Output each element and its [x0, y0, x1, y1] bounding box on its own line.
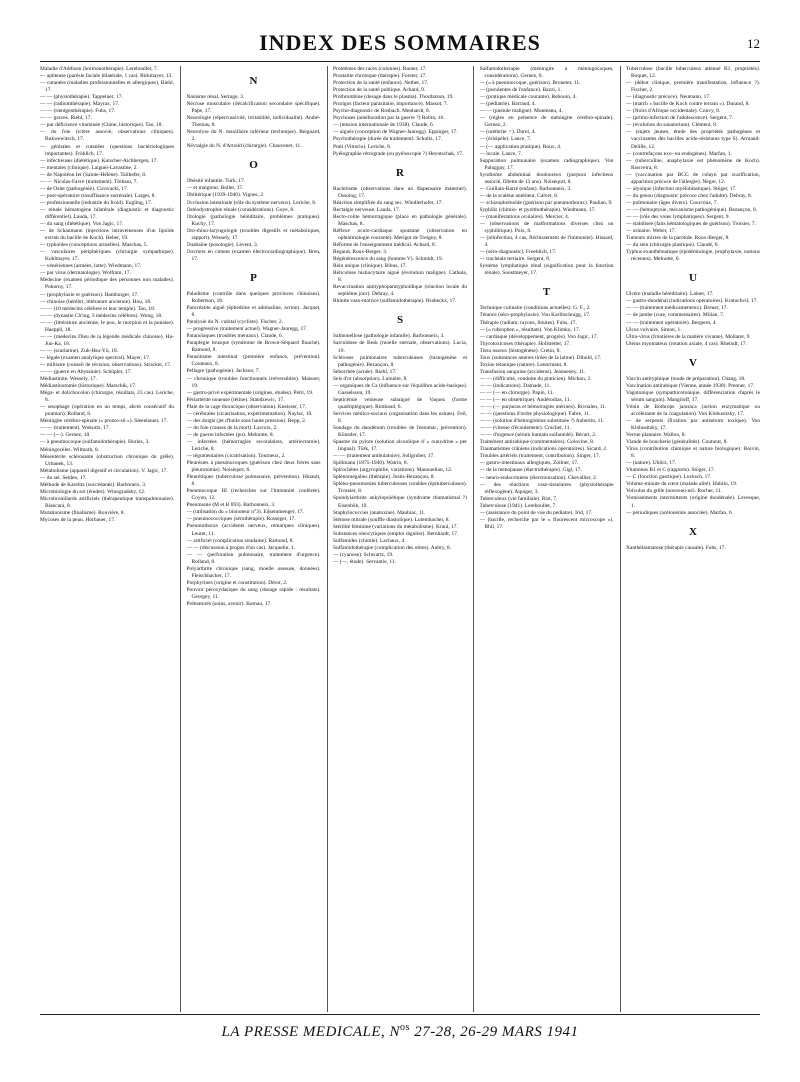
index-entry: Vaccination antirabique (Vienne, année 1938). Prenner, 17.	[626, 382, 755, 389]
index-entry: Substances oleocytiques (emploi régulier). Bernhardt, 17.	[333, 530, 459, 537]
index-entry: Protection de la santé publique. Achard, 9.	[333, 87, 426, 94]
section-letter: P	[250, 271, 257, 284]
index-entry: — et maigreur. Boller, 17.	[186, 185, 244, 192]
index-entry: Syphilis (chimio- et pyréthothérapie). Wiedmann, 17.	[479, 206, 596, 213]
index-entry: — (règles en présence de méningite cérébro-spinale). Gernez, 2.	[479, 115, 614, 129]
index-entry: Rectalgie nerveuse. Lauda, 17.	[333, 206, 401, 213]
index-entry: — (match « bacille de Koch contre terrain »). Durand, 8.	[626, 101, 750, 108]
index-entry: Mésentérite sclérosante (obstruction chronique du grêle). Urbanek, 13.	[40, 453, 174, 467]
index-entry: Volume-minute du cœur (malade alité). Habilo, 19.	[626, 481, 738, 488]
index-entry: Nécrose musculaire (décalcification secondaire spécifique). Pape, 17.	[186, 101, 321, 115]
section-letter: S	[396, 314, 404, 327]
page-number: 12	[747, 36, 760, 51]
index-entry: — de serpents (fixation par antisérum toxique). Von Klobusitzky, 17.	[626, 417, 760, 432]
index-entry: — alyoïque (infection myéloblastique). Stöger, 17.	[626, 185, 737, 192]
index-entry: Scléroses pulmonaires tuberculeuses (histogénèse et pathogénie). Bezançon, 8.	[333, 354, 467, 368]
index-entry: Oto-rhino-laryngologie (troubles digestifs et métaboliques, rapport). Wessely, 17.	[186, 227, 321, 241]
index-entry: Revaccination antityphoparatyphoïdique (réaction locale du septième jour). Debray, 4.	[333, 284, 467, 298]
index-entry: Tissu osseux (histogénèse). Cretin, 8.	[479, 347, 561, 354]
index-entry: — gastro-duodénal (indications opératoires). Kratochvil, 17.	[626, 298, 758, 305]
index-entry: Sténose mitrale (souffle diastolique). Lutembacher, 8.	[333, 516, 450, 523]
index-entry: Spasme du pylore (solution alcoolique d' « ounydrine » per lingual). Türk, 17.	[333, 439, 467, 453]
index-entry: Thérapie (radium, rayons, limites). Fuhs, 17.	[479, 319, 577, 326]
index-entry: — — (— en chirurgie). Papin, 11.	[479, 389, 554, 396]
index-entry: — (manifestations oculaires). Mercier, 4.	[479, 213, 570, 220]
index-entry: Pouvoir peroxydasique du sang (dosage rapide : résultats). Georgey, 11.	[186, 586, 321, 600]
index-entry: — post-opératoire (insuffisance surrénale). Larget, 8.	[40, 192, 156, 199]
index-entry: — mentales (clinique). Laignel-Lavastine, 2.	[40, 164, 138, 171]
index-entry: Neurolyse du N. maxillaire inférieur (technique). Reignard, 2.	[186, 129, 321, 143]
index-entry: — (nature). Uhlirz, 17.	[626, 460, 677, 467]
index-entry: Névralgie du N. d'Arnold (chirurgie). Chauvenet, 11.	[186, 143, 302, 150]
header-rule	[40, 61, 760, 62]
index-entry: Nanisme rénal. Seringe, 3.	[186, 94, 245, 100]
index-entry: Pancréatite aiguë (éphédrine et adrénaline, action). Jacquet, 8.	[186, 305, 321, 319]
index-entry: — chronique (troubles fonctionnels irréversibles). Maisner, 19.	[186, 375, 321, 389]
index-entry: — du sang (diététique). Von Jagic, 17.	[40, 221, 124, 228]
index-entry: Spirochètes (argyrophilie, variations). Manouelian, 12.	[333, 467, 453, 474]
index-entry: Sulfamidothérapie (méningite à méningocoques, considérations). Gernez, 8.	[479, 66, 614, 80]
index-entry: Microbrouillards artificiels (thérapeutique transpulmonaire). Biancani, 8.	[40, 495, 174, 509]
index-entry: — — (traitement ambulatoire). Sollgruber, 17.	[333, 453, 435, 460]
index-entry: — — (radiumthérapie). Mayrax, 17.	[40, 101, 120, 108]
index-entry: — (« rubrophen », résultats). Von Klimko, 17.	[479, 326, 581, 333]
index-entry: Mutationisme (finalisme). Rouvière, 8.	[40, 509, 125, 516]
index-entry: Paraplégie brusque (syndrome de Brown-Séquard fluaché). Ramond, 8.	[186, 340, 321, 354]
index-entry: Rein unique (clinique). Bibus, 17.	[333, 263, 407, 270]
footer-issue: 27-28, 26-29 MARS 1941	[409, 1024, 579, 1040]
index-entry: — — graves. Riehl, 17.	[40, 115, 92, 122]
index-entry: Toux (substances amères tirées de la laitue). Dibold, 17.	[479, 354, 602, 361]
index-entry: Prurigos (facteur parasitaire, importance). Massot, 7.	[333, 101, 448, 108]
index-entry: Tuberculose (1941). Lereboullet, 7.	[479, 502, 557, 509]
index-entry: Pneumonie (M et B 693). Barbonneix, 3.	[186, 502, 276, 509]
index-entry: Méningocèles. Wilmoth, 8.	[40, 446, 100, 453]
index-entry: Verrue plantaire. Wallon, 8.	[626, 432, 686, 439]
index-entry: Oblitérique (1939-1940). Vignes, 2.	[186, 192, 265, 199]
index-entry: Sarcoïdose de Besk (moelle sternale, observations). Lucia, 19.	[333, 340, 467, 354]
index-entry: — (séro-diagnostic). Froehlich, 17.	[479, 249, 557, 256]
index-entry: Pyélographie rétrograde (ou pyéloscopie ?) Heyntschak, 17.	[333, 150, 464, 157]
index-entry: Système lymphatique rénal (signification pour la fonction rénale). Soostmeyer, 17.	[479, 263, 614, 277]
index-entry: Porphyrines (origine et constitution). Dérot, 2.	[186, 579, 288, 586]
index-entry: Réaction simplifiée du sang sec. Windlerhofer, 17.	[333, 199, 443, 206]
index-entry: Métabolisme (appareil digestif et circulation). V. Jagic, 17.	[40, 467, 168, 474]
index-entry: — trachéale tertiaire. Sergent, 8.	[479, 256, 551, 263]
index-entry: Obésité infantile. Turk, 17.	[186, 178, 246, 185]
index-entry: Ouvriers en ciment (examen électrocardiographique). Breu, 17.	[186, 248, 321, 262]
index-entry: — — (pustule maligne). Munteanu, 4.	[479, 108, 563, 115]
index-entry: — (pédiatrie). Barraud, 4.	[479, 101, 536, 108]
index-entry: — (sujets jeunes, étude des propriétés pathogènes et vaccinantes des bacilles acido-résistants type S). Armand-Delille, 12.	[626, 129, 760, 150]
index-entry: Traumatismes crâniens (indications opératoires). Sicard, 2.	[479, 446, 608, 453]
index-entry: — — (rœntgenthérapie). Fuhs, 17.	[40, 108, 116, 115]
index-entry: — — (difficulté, conduite du praticien). Michon, 2.	[479, 375, 592, 382]
index-column-4	[480, 66, 614, 1012]
index-entry: Médecine (examen périodique des personnes non malades). Pokorny, 17.	[40, 277, 174, 291]
index-entry: — vénériennes (armées, lutte). Wiedmann, 17.	[40, 263, 142, 270]
index-entry: — — (perforation pulmonaire, traitement d'urgence). Rolland, 8.	[186, 551, 321, 565]
index-entry: Services médico-sociaux (organisation dans les usines). Feil, 8.	[333, 410, 467, 424]
index-entry: — — (10 médecins célèbres et leur temple). Tao, 18.	[40, 305, 156, 312]
index-entry: Tumeurs mixtes de la parotide. Roux-Berger, 8.	[626, 235, 730, 242]
index-entry: — cardiaque (développement, progrès). Von Jagic, 17.	[479, 333, 598, 340]
index-entry: Vaccin antityphique (mode de préparation). Chang, 18.	[626, 375, 746, 382]
index-entry: — — (discussion à propos d'un cas). Jacquelin, 1.	[186, 544, 296, 551]
index-entry: — (érisipèle). Lance, 7.	[479, 136, 532, 143]
index-entry: — (diagnostic précoce). Neumann, 17.	[626, 94, 711, 101]
index-entry: Rhinite vaso-motrice (sulfamidothérapie). Hrabeckx, 17.	[333, 298, 457, 305]
index-entry: — œsophage (opération en un temps, abcès consécutif du poumon). Rolland, 8.	[40, 404, 174, 418]
index-entry: Utérus myomateux (rotation axiale, 4 cas). Rheindt, 17.	[626, 340, 747, 347]
index-entry: Sulfamidothérapie (complication des otites). Aubry, 8.	[333, 544, 452, 551]
index-entry: Troubles artériels (traitement, contribution). Singer, 17.	[479, 453, 601, 460]
column-divider	[327, 66, 328, 1012]
index-entry: Sels d'or (absorption). Lumière, 8.	[333, 375, 408, 382]
footer-number-abbrev: os	[400, 1022, 410, 1033]
index-entry: Pellagre (pathogénie). Jackson, 7.	[186, 368, 260, 375]
index-entry: — neuro-endocriniens (électronisation). Chevallier, 2.	[479, 474, 598, 481]
index-entry: — militaire (conseil de révision, observations). Stracker, 17.	[40, 361, 172, 368]
footer-rule	[40, 1014, 760, 1015]
index-entry: — typhoïdes (conceptions actuelles). Maschas, 5.	[40, 242, 148, 249]
index-entry: — (assistance du point de vue du pédiatre). Irid, 17.	[479, 509, 593, 516]
index-columns	[40, 66, 760, 1012]
index-entry: — — (hémoptysie, mécanisme pathogénique). Bezançon, 8.	[626, 206, 758, 213]
index-entry: Polyarthrite chronique (sang, moelle osseuse, données). Fleischhacker, 17.	[186, 565, 321, 579]
index-column-2	[187, 66, 321, 1012]
index-entry: Pleurésies à pneumocoques (guérison chez deux frères sans pleurotomie). Noiséqurt, 6.	[186, 460, 321, 474]
index-entry: Ulcus vulvaire. Simon, 1.	[626, 326, 682, 333]
index-entry: — tégumentaires (cicatrisation). Tourneux, 2.	[186, 453, 286, 460]
index-entry: Prostatite chronique (thérapie). Forster, 17.	[333, 73, 427, 80]
index-entry: — gastro-privé expérimentale (origines, études). Pétri, 19.	[186, 389, 314, 396]
index-entry: — à pneumocoque (sulfamidothérapie). Huriez, 3.	[40, 439, 150, 446]
index-entry: — — (dynastie Ch'ing, 3 médecins célèbres). Wong, 18.	[40, 312, 163, 319]
index-entry: — (tension internationale de 1938). Claude, 6.	[333, 122, 435, 129]
index-entry: — (vaccination par BCG de colayn par scarification, apparition précoce de l'allergie). Nègre, 12.	[626, 171, 760, 185]
index-entry: Salmonellose (pathologie infantile). Barbonneix, 3.	[333, 333, 445, 340]
index-entry: Méningite cérébro-spinale (« pronto-sil »). Sleenhauer, 17.	[40, 418, 168, 425]
index-entry: Problèmes des races (colonies). Rauter, 17.	[333, 66, 427, 72]
index-entry: — — (littérature ancienne, le pou, le morpion et la punaise). Haeppli, 18.	[40, 319, 174, 333]
index-entry: Ostéodystrophie rénale (considérations). Guye, 8.	[186, 206, 295, 213]
page-footer	[40, 1022, 760, 1041]
index-entry: Ulcère (maladie héréditaire). Lainer, 17.	[626, 291, 714, 298]
index-entry: Psychothérapie (durée du traitement). Schultz, 17.	[333, 136, 443, 143]
index-entry: — (—, étude). Servantie, 11.	[333, 558, 396, 565]
index-entry: — (purulentes de l'enfance). Bazzi, 1.	[479, 87, 562, 94]
index-entry: Vomissements intermittents (origine duodénale). Levesque, 1.	[626, 495, 760, 509]
section-letter: R	[396, 166, 404, 179]
index-entry: Prothrombine (dosage dans le plasma). Thordarson, 19.	[333, 94, 454, 101]
index-entry: — artificiel (complication soudaine). Ramond, 8.	[186, 537, 294, 544]
index-entry: Séborrhée (acnée). Riehl, 17.	[333, 368, 397, 375]
index-entry: Mycoses de la peau. Horbauer, 17.	[40, 517, 116, 523]
column-divider	[620, 66, 621, 1012]
index-entry: — aiguës (conception de Wagner-Jauregg). Eppinger, 17.	[333, 129, 458, 136]
index-entry: — de Osler (pathogénie). Cicovacki, 17.	[40, 185, 129, 192]
index-entry: — locale. Lance, 7.	[479, 150, 523, 157]
index-entry: — (cyanose). Schwartz, 19.	[333, 551, 394, 558]
index-entry: Tuberculose (bacille tuberculeux atténué B1, propriétés). Boquet, 12.	[626, 66, 760, 80]
index-entry: Xanthélasmatose (thérapie causale). Fuhs, 17.	[626, 544, 726, 551]
index-entry: Paludisme (contrôle dans quelques provinces chinoises). Robertson, 18.	[186, 290, 321, 304]
index-entry: — vasculaires périphériques (chirurgie sympathique). Kohlmayer, 17.	[40, 249, 174, 263]
index-entry: — chinoise (hérébri, littérature ancienne). Hou, 18.	[40, 298, 152, 305]
index-entry: Ouabaïne (posologie). Levent, 3.	[186, 241, 259, 248]
index-entry: Pneumothorax (accidents nerveux, remarques cliniques). Leuret, 11.	[186, 523, 321, 537]
index-entry: Vénin de Bothrops jararaca (action enzymatique ou accélérante de la coagulation). Von Klobusitzky, 17.	[626, 403, 760, 417]
index-entry: — — (— purpuras et hémorragies utérines). Rivoalen, 11.	[479, 404, 607, 411]
index-entry: Microbiologie du sol (études). Winogradsky, 12.	[40, 488, 146, 495]
index-entry: — progressive (traitement actuel). Wagner-Jauregg, 17.	[186, 326, 308, 333]
footer-journal: LA PRESSE MEDICALE, N	[221, 1024, 401, 1040]
index-entry: — (réinfection, 4 cas, fléchissement de l'immunité). Hissard, 4.	[479, 235, 614, 249]
index-entry: Putti (Vittorio). Leriche, 8.	[333, 143, 392, 150]
index-entry: — — (— en obstétrique). Andérodias, 11.	[479, 397, 571, 404]
index-entry: — par déficience vitaminée (Chine, historique). Tao, 18.	[40, 122, 163, 129]
index-entry: Suppuration pulmonaire (examen radiographique). Von Paluggay, 17.	[479, 157, 614, 171]
index-entry: — cutanées (maladies professionnelles et allergiques), Riehl, 17.	[40, 80, 174, 94]
index-entry: Viande de boucherie (généralités). Couturat, 8.	[626, 439, 728, 446]
index-entry: Psycho-diagnostic de Rosbach. Menhardt, 8.	[333, 108, 431, 115]
section-letter: X	[689, 525, 697, 538]
index-entry: — (« à pneumocoque, guérison). Brouetet, 11.	[479, 80, 581, 87]
index-entry: — — (traitement). Wokurtz, 17.	[40, 425, 110, 432]
index-entry: — de jambe (cure, commentaires). Milian, 7.	[626, 312, 725, 319]
index-entry: Pleurétiques (tuberculose pulmonaire, prévention). Hinault, 8.	[186, 474, 321, 488]
index-entry: — — (indications). Damade, 11.	[479, 382, 551, 389]
index-entry: — C (fonction gastrique). Lucksch, 17.	[626, 474, 712, 481]
index-entry: Rachitisme (observations dans un dispensaire maternel). Ossoing, 17.	[333, 185, 467, 199]
index-entry: — urinaire. Weber, 17.	[626, 228, 676, 235]
index-entry: Réforme de l'enseignement médical. Achard, 8.	[333, 241, 437, 248]
index-entry: — de la scalène antérieur. Calvet, 8.	[479, 192, 559, 199]
index-entry: — du foie (causes de la mort). Lacroix, 2.	[186, 424, 278, 431]
index-entry: — — (vitesse d'écoulement). Cruchet, 11.	[479, 425, 571, 432]
index-entry: Splénomégalies (thérapie). Justis-Bezançon, 8.	[333, 474, 435, 481]
index-entry: — (début clinique, première manifestation, influence ?). Fischer, 2.	[626, 80, 760, 94]
index-entry: Médiastinotomie (historique). Marschik, 17.	[40, 383, 137, 390]
index-entry: Médiastinite. Wessely, 17.	[40, 376, 97, 383]
index-entry: — — (traitement opératoire). Bergeret, 4.	[626, 319, 717, 326]
index-entry: Volvulus du grêle (nouveau-né). Rocher, 11.	[626, 488, 723, 495]
index-entry: — de Napoléon Ier (Sainte-Hélène). Tailhefer, 8.	[40, 171, 147, 178]
index-entry: — (observations de malformations diverses chez un syphilitique). Poix, 8.	[479, 221, 614, 235]
index-entry: — (tuberculine, anaphylaxie est phénomène de Koch). Rissveira, 8.	[626, 157, 760, 171]
index-entry: — pneumococciques (sérothérapie). Rosseger, 17.	[186, 516, 296, 523]
index-entry: Tétanos (séro-prophylaxie). Von Karlitschnigg, 17.	[479, 312, 591, 319]
index-entry: Virus (contribution chimique et nature biologique). Boivin, 8.	[626, 446, 760, 460]
index-entry: Traitement antirabique (commentaires). Golovine, 8.	[479, 439, 595, 446]
index-column-5	[626, 66, 760, 1012]
index-entry: — — Nicolas-Favre (traitement). Thibaut, 7.	[40, 178, 138, 185]
index-entry: — (primo-infection de l'adolescence). Sergent, 7.	[626, 115, 734, 122]
index-entry: Pneumocoque III (recherches sur l'immunité conférée). Coyon, 12.	[186, 488, 321, 502]
index-entry: — — (physiothérapie). Tappeiner, 17.	[40, 94, 123, 101]
index-entry: Méthode de Karelitz (succédanés). Barboneix, 3.	[40, 481, 147, 488]
index-entry: — de Schaumann (injections intraveineuses d'un lipoïde extrait du bacille de Koch). Heber, 19.	[40, 228, 174, 242]
index-entry: Vagotonique (sympathicotonique, différenciation d'après le sérum sanguin). Mangiloff, 17.	[626, 389, 760, 403]
index-entry: — aphteuse (parésie faciale bilatérale, 1 cas). Birkmayer, 13.	[40, 73, 173, 80]
index-entry: — gastro-intestinaux allergiques. Zollner, 17.	[479, 460, 579, 467]
index-entry: — du foie (ictère associé, observations cliniques). Bukwewitsch, 17.	[40, 129, 174, 143]
index-entry: — de guerre infectées (pu). Melnotte, 8.	[186, 431, 274, 438]
index-entry: — des doigts (jet d'huile sous haute pression). Repp, 2.	[186, 417, 307, 424]
index-entry: Vitamines B1 et C (rapports). Stöger, 17.	[626, 467, 716, 474]
index-entry: Staphylococcies (anatoxine). Maubiac, 11.	[333, 509, 426, 516]
section-letter: T	[542, 286, 551, 299]
index-entry: Stérilité féminine (variations du métabolisme). Kraul, 17.	[333, 523, 458, 530]
index-entry: — des réactions vaso-tissulaires (physiothérapie réflexogène). Aquiger, 3.	[479, 481, 614, 495]
index-entry: Occlusion intestinale (rôle du système nerveux). Leriche, 8.	[186, 199, 317, 206]
index-column-3	[333, 66, 467, 1012]
index-entry: — légale (examen analytique spectral). Mayer, 17.	[40, 354, 151, 361]
section-letter: O	[249, 159, 258, 172]
index-entry: Plaie de la cage thoracique (observation). Kneisser, 17.	[186, 403, 307, 410]
index-entry: Thyrotoxicoses (thérapie). Hollstetter, 17.	[479, 340, 571, 347]
index-entry: — génitales et cutanées (questions bactériologiques importantes). Fröhlich, 17.	[40, 143, 174, 157]
index-entry: — — (—). Gernez, 10.	[40, 432, 91, 439]
index-entry: Tuberculeux (vie familiale). Rist, 7.	[479, 495, 558, 502]
index-entry: Transfusion sanguine (accidents). Jeanneney, 11.	[479, 368, 586, 375]
page-header	[40, 30, 760, 64]
index-entry: — — (médecins Dieu de la légende médicale chinoise). Hu-Jun-Ka, 18.	[40, 333, 174, 347]
index-entry: Spillmann (1875-1940). Watrin, 8.	[333, 460, 408, 467]
index-entry: Spléno-pneumonies tuberculeuses curables (épituberculoses). Trossier, 8.	[333, 481, 467, 495]
index-entry: Prématurés (soins, avenir). Kernau, 17.	[186, 601, 272, 607]
index-entry: Toxine tétanique (nature). Lenormant, 8.	[479, 361, 568, 368]
index-entry: Neurologie (répercussivité, irritabilité, individualité). André-Thomas, 8.	[186, 115, 321, 129]
index-entry: — professionnelle (industrie du froid). Eugling, 17.	[40, 199, 153, 206]
index-entry: Recto-colite hémorragique (place en pathologie générale). Maschas, 8.	[333, 213, 467, 227]
index-entry: Ultra-virus (frontières de la matière vivante). Mollaret, 9.	[626, 333, 751, 340]
index-entry: Sulfamides (chimie). Lachaux, 4.	[333, 537, 406, 544]
page-title: INDEX DES SOMMAIRES	[259, 30, 541, 55]
index-entry: — du sel. Seiden, 17.	[40, 474, 87, 481]
index-entry: — (utilisation du « bionoteur n°3). Edsemmenger, 17.	[186, 509, 304, 516]
index-entry: Méga- et dolichocolon (chirurgie, résultats, 23 cas). Leriche, 8.	[40, 390, 174, 404]
index-entry: — rénale hématogène bilatérale (diagnostic et diagnostic différentiel). Lauda, 17.	[40, 206, 174, 220]
index-entry: — (bacille, recherche par le « fluorescent microscope »). Rhil, 17.	[479, 516, 614, 530]
index-entry: — par virus (dermatologie). Wolfram, 17.	[40, 270, 131, 277]
section-letter: U	[689, 272, 697, 285]
index-entry: — cérébrales (cicatrisation, expérimentation). Naylac, 10.	[186, 410, 313, 417]
section-letter: N	[249, 75, 258, 87]
index-entry: — — d'urgence (sérum humain sulfamidé). Bécart, 2.	[479, 432, 597, 439]
index-entry: — infectées (hémorragies secondaires, artériectomie). Leriche, 8.	[186, 438, 321, 452]
index-entry: — — (scarlatine). Zuh-Hsu-Yü, 18.	[40, 347, 119, 354]
index-column-1	[40, 66, 174, 1012]
index-entry: Réticulose histiocytaire aiguë (évolution maligne). Cathala, 8.	[333, 270, 467, 284]
index-entry: Réflexe oculo-cardiaque spontané (observation en ophtalmologie courante). Merigot de Treigny, 8.	[333, 227, 467, 241]
index-entry: Syndrome abdominal douloureux (purpura infectieux associé, fillette de 13 ans). Noiséqurt, 8.	[479, 171, 614, 185]
index-entry: — du genou (diagnostic précoce chez l'adulte). Debray, 8.	[626, 192, 753, 199]
index-entry: Régénérescence du sang (homme V). Schmidt, 19.	[333, 256, 443, 263]
index-entry: Périartérite noueuse (rétine). Standzewic, 17.	[186, 396, 285, 403]
index-entry: Protection de la santé (enfance). Netber, 17.	[333, 80, 429, 87]
index-entry: — (Noirs d'Afrique occidentale). Couvy, 8.	[626, 108, 721, 115]
index-entry: Parasitisme intestinal (première enfance, prévention). Couteaux, 8.	[186, 354, 321, 368]
index-entry: — (contrefaçons exo- ou endogènes). Marfan, 1.	[626, 150, 732, 157]
index-entry: Technique culinaire (conditions actuelles). G. F., 2.	[479, 305, 591, 312]
index-entry: Regaud, Roux-Berger, 3.	[333, 249, 388, 256]
index-entry: — (uréthrite ♂). Durel, 4.	[479, 129, 536, 136]
index-entry: Maladie d'Addison (hormonothérapie). Lereboullet, 7.	[40, 66, 159, 72]
index-entry: — infectieuses (diététique). Kutscher-Aichbergen, 17.	[40, 157, 158, 164]
index-entry: Septicémie veineuse subaiguë de Vaquez (forme quadriplégique). Rimbaud, 6.	[333, 396, 467, 410]
index-entry: Otologie (pathologie héréditaire, problèmes pratiques). Kuchy, 17.	[186, 213, 321, 227]
index-entry: — — (guerre en Abyssinie). Schüpler, 17.	[40, 369, 132, 376]
section-letter: V	[689, 356, 697, 369]
index-entry: — organiques de Ca (influence sur l'équilibre acido-basique). Gasselsson, 19.	[333, 382, 467, 396]
index-entry: — périodiques (acétonémie associée). Marfan, 6.	[626, 509, 733, 516]
index-entry: — (évolution du sanatorium). Clément, 8.	[626, 122, 718, 129]
index-entry: — — (rôle des voies lymphatiques). Sergent, 9.	[626, 213, 730, 220]
index-entry: — du sein (chirurgie plastique). Claudé, 6.	[626, 242, 719, 249]
index-entry: — (prophylaxie et guérison). Hamburger, 17.	[40, 291, 139, 298]
column-divider	[473, 66, 474, 1012]
index-entry: Sondage du duodénum (troubles de l'estomac, prévention). Künstler, 17.	[333, 425, 467, 439]
column-divider	[180, 66, 181, 1012]
index-entry: — — (traitement médicamenteux). Breuer, 17.	[626, 305, 728, 312]
index-entry: — (pratique médicale courante). Rebouin, 4.	[479, 94, 577, 101]
index-entry: — (— application pratique). Roux, 4.	[479, 143, 562, 150]
index-entry: Paranoïaques (troubles mentaux). Claude, 6.	[186, 333, 283, 340]
index-entry: Typhus exanthématique (épidémiologie, prophylaxie, notions récentes). Melnotte, 6.	[626, 249, 760, 263]
index-entry: — de la ménopause (électrothérapie). Gigl, 17.	[479, 467, 582, 474]
index-entry: — — (questions d'ordre physiologique). Fabre, 11.	[479, 411, 591, 418]
index-entry: — pulmonaire (âges divers). Courcoux, 7.	[626, 199, 718, 206]
index-entry: Paralysie du N. cubital (cycliste). Fischer, 2.	[186, 319, 283, 326]
index-entry: — schizophrénoïde (guérison par pneumothorax). Paulian, 9.	[479, 199, 613, 206]
index-entry: — — (solution d'hémoglobine substituée ?) Aubertin, 11.	[479, 418, 605, 425]
index-entry: — Guillain-Barré (enfant). Barbonneix, 3.	[479, 185, 572, 192]
index-entry: Spondylarthrite ankylopoïétique (syndrome rhumatismal ?) Eisenbök, 19.	[333, 495, 467, 509]
index-entry: — stabilisée (faits hématologiques de guérison). Troisier, 7.	[626, 221, 756, 228]
index-entry: Psychoses (amélioration par la guerre ?) Robin, 16.	[333, 115, 445, 122]
